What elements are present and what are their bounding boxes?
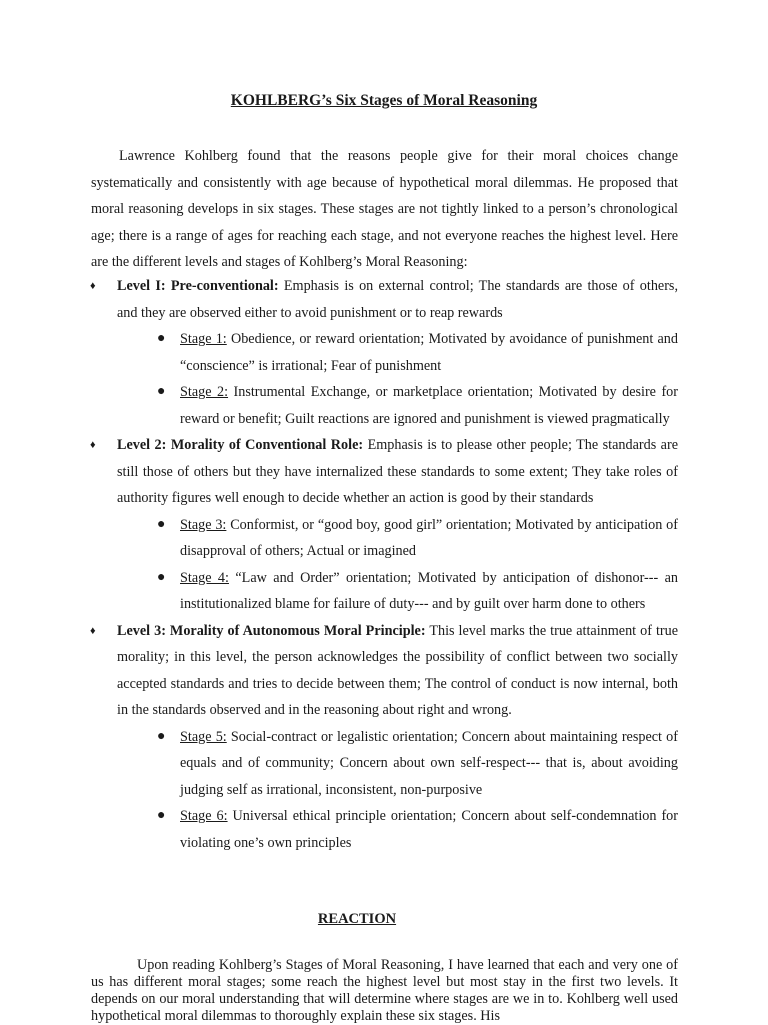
- level-label: Level 2: Morality of Conventional Role:: [117, 437, 364, 453]
- level-item: [0, 273, 768, 432]
- intro-paragraph: Lawrence Kohlberg found that the reasons people give for their moral choices change systematically and consistently with age because of hypothetical moral dilemmas. He proposed that moral reasoning develops in six stages. These stages are not tightly linked to a person’s chronological age; there is a range of ages for reaching each stage, and not everyone reaches the highest level. Here are the different levels and stages of Kohlberg’s Moral Reasoning:: [91, 148, 678, 270]
- dot-bullet-icon: ●: [157, 331, 166, 346]
- level-label: Level I: Pre-conventional:: [117, 278, 279, 294]
- stage-label: Stage 2:: [180, 384, 229, 400]
- stage-label: Stage 6:: [180, 808, 228, 824]
- stage-item: [117, 803, 678, 856]
- stage-label: Stage 1:: [180, 331, 227, 347]
- level-text: This level marks the true attainment of true morality; in this level, the person acknowledges the possibility of conflict between two socially accepted standards and tries to decide between them; The control of conduct is now internal, both in the standards observed and in the reasoning about right and wrong.: [117, 622, 678, 718]
- dot-bullet-icon: ●: [157, 569, 166, 585]
- dot-bullet-icon: ●: [157, 384, 166, 399]
- diamond-bullet-icon: ♦: [90, 439, 96, 451]
- stage-item: [117, 565, 678, 618]
- levels-list: [0, 273, 768, 856]
- diamond-bullet-icon: ♦: [90, 624, 96, 637]
- level-label: Level 3: Morality of Autonomous Moral Principle:: [117, 622, 426, 639]
- stage-item: [117, 724, 678, 804]
- page-title: KOHLBERG’s Six Stages of Moral Reasoning: [230, 92, 538, 109]
- stage-text: Social-contract or legalistic orientation; Concern about maintaining respect of equals and of community; Concern about own self-respect--- that is, about avoiding judging self as irrational, inconsistent, non-purposive: [180, 728, 678, 798]
- stage-item: [117, 326, 678, 379]
- stage-item: [117, 512, 678, 565]
- stage-label: Stage 4:: [180, 569, 229, 586]
- diamond-bullet-icon: ♦: [90, 280, 96, 292]
- reaction-heading: REACTION: [317, 911, 397, 927]
- level-item: [0, 618, 768, 857]
- level-item: [0, 432, 768, 618]
- stage-text: Obedience, or reward orientation; Motivated by avoidance of punishment and “conscience” is irrational; Fear of punishment: [180, 331, 678, 374]
- stages-list: [117, 326, 678, 432]
- level-text: Emphasis is to please other people; The standards are still those of others but they have internalized these standards to some extent; They take roles of authority figures well enough to decide whether an action is good by their standards: [117, 437, 679, 506]
- stage-item: [117, 379, 678, 432]
- stages-list: [117, 724, 678, 857]
- stage-text: Instrumental Exchange, or marketplace orientation; Motivated by desire for reward or benefit; Guilt reactions are ignored and punishment is viewed pragmatically: [180, 384, 678, 427]
- stage-label: Stage 3:: [180, 516, 227, 533]
- dot-bullet-icon: ●: [157, 808, 166, 823]
- stage-text: Conformist, or “good boy, good girl” orientation; Motivated by anticipation of disapproval of others; Actual or imagined: [180, 516, 678, 559]
- stage-text: “Law and Order” orientation; Motivated by anticipation of dishonor--- an institutionalized blame for failure of duty--- and by guilt over harm done to others: [180, 569, 678, 612]
- dot-bullet-icon: ●: [157, 516, 166, 532]
- stage-label: Stage 5:: [180, 728, 227, 745]
- reaction-paragraph: Upon reading Kohlberg’s Stages of Moral Reasoning, I have learned that each and very one of us has different moral stages; some reach the highest level but most stay in the first two levels. It depends on our moral understanding that will determine where stages are we in to. Kohlberg well used hypothetical moral dilemmas to thoroughly explain these six stages. His: [91, 957, 678, 1024]
- level-text: Emphasis is on external control; The standards are those of others, and they are observed either to avoid punishment or to reap rewards: [117, 278, 679, 321]
- stages-list: [117, 512, 678, 618]
- stage-text: Universal ethical principle orientation; Concern about self-condemnation for violating one’s own principles: [180, 808, 678, 851]
- dot-bullet-icon: ●: [157, 728, 166, 744]
